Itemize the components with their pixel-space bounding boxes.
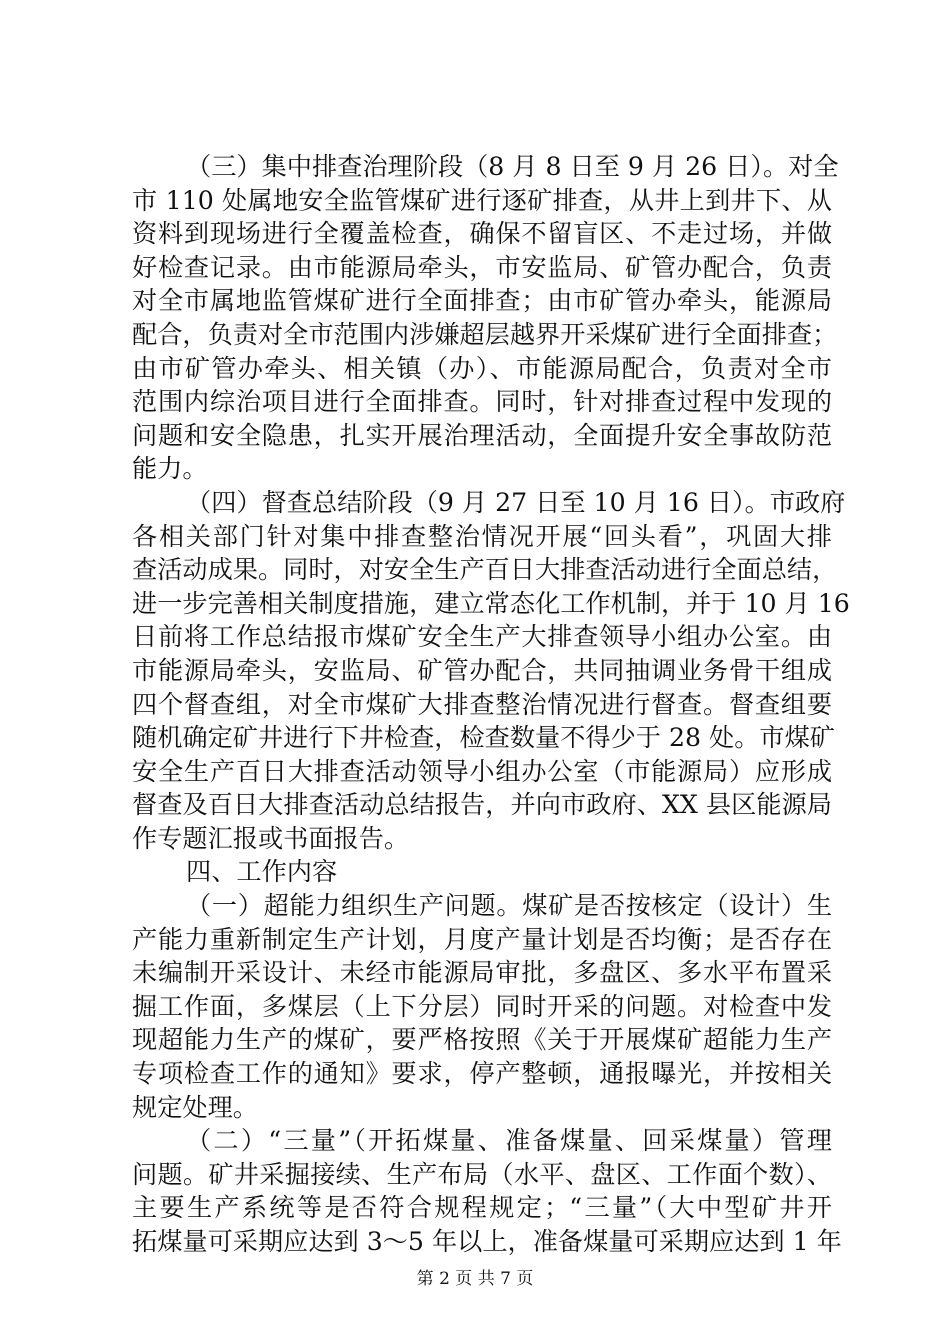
text-line: 配合，负责对全市范围内涉嫌超层越界开采煤矿进行全面排查； [132,319,838,349]
text-line: （三）集中排查治理阶段（8 月 8 日至 9 月 26 日）。对全 [186,152,839,181]
text-line: 对全市属地监管煤矿进行全面排查；由市矿管办牵头，能源局 [132,286,832,316]
text-line: （一）超能力组织生产问题。煤矿是否按核定（设计）生 [186,891,832,921]
text-line: 日前将工作总结报市煤矿安全生产大排查领导小组办公室。由 [132,622,832,652]
text-line: 主要生产系统等是否符合规程规定；“三量”（大中型矿井开 [132,1193,832,1223]
text-line: 产能力重新制定生产计划，月度产量计划是否均衡；是否存在 [132,924,832,954]
text-line: 随机确定矿井进行下井检查，检查数量不得少于 28 处。市煤矿 [132,723,835,753]
text-line: 四、工作内容 [186,857,338,887]
text-line: 由市矿管办牵头、相关镇（办）、市能源局配合，负责对全市 [132,353,832,383]
text-line: 安全生产百日大排查活动领导小组办公室（市能源局）应形成 [132,756,832,786]
page-footer: 第 2 页 共 7 页 [416,1269,534,1289]
text-line: 好检查记录。由市能源局牵头，市安监局、矿管办配合，负责 [132,252,832,282]
text-line: 市 110 处属地安全监管煤矿进行逐矿排查，从井上到井下、从 [132,185,832,215]
text-line: （二）“三量”（开拓煤量、准备煤量、回采煤量）管理 [186,1126,832,1156]
text-line: 掘工作面，多煤层（上下分层）同时开采的问题。对检查中发 [132,991,832,1021]
text-line: 范围内综治项目进行全面排查。同时，针对排查过程中发现的 [132,387,832,417]
text-line: 问题和安全隐患，扎实开展治理活动，全面提升安全事故防范 [132,420,832,450]
text-line: （四）督查总结阶段（9 月 27 日至 10 月 16 日）。市政府 [186,487,846,517]
text-line: 问题。矿井采掘接续、生产布局（水平、盘区、工作面个数）、 [132,1159,832,1189]
text-line: 拓煤量可采期应达到 3～5 年以上，准备煤量可采期应达到 1 年 [132,1227,842,1256]
text-line: 进一步完善相关制度措施，建立常态化工作机制，并于 10 月 16 [132,588,850,618]
text-line: 作专题汇报或书面报告。 [132,823,410,853]
document-body [132,150,850,1259]
text-line: 督查及百日大排查活动总结报告，并向市政府、XX 县区能源局 [132,790,832,820]
text-line: 查活动成果。同时，对安全生产百日大排查活动进行全面总结， [132,555,838,585]
text-line: 能力。 [132,454,208,484]
text-line: 四个督查组，对全市煤矿大排查整治情况进行督查。督查组要 [132,689,832,719]
text-line: 规定处理。 [132,1092,258,1122]
text-line: 现超能力生产的煤矿，要严格按照《关于开展煤矿超能力生产 [132,1025,832,1055]
text-line: 专项检查工作的通知》要求，停产整顿，通报曝光，并按相关 [132,1059,832,1089]
text-line: 市能源局牵头，安监局、矿管办配合，共同抽调业务骨干组成 [132,655,832,685]
text-line: 各相关部门针对集中排查整治情况开展“回头看”，巩固大排 [132,521,832,551]
text-line: 资料到现场进行全覆盖检查，确保不留盲区、不走过场，并做 [132,219,832,249]
text-line: 未编制开采设计、未经市能源局审批，多盘区、多水平布置采 [132,958,832,988]
